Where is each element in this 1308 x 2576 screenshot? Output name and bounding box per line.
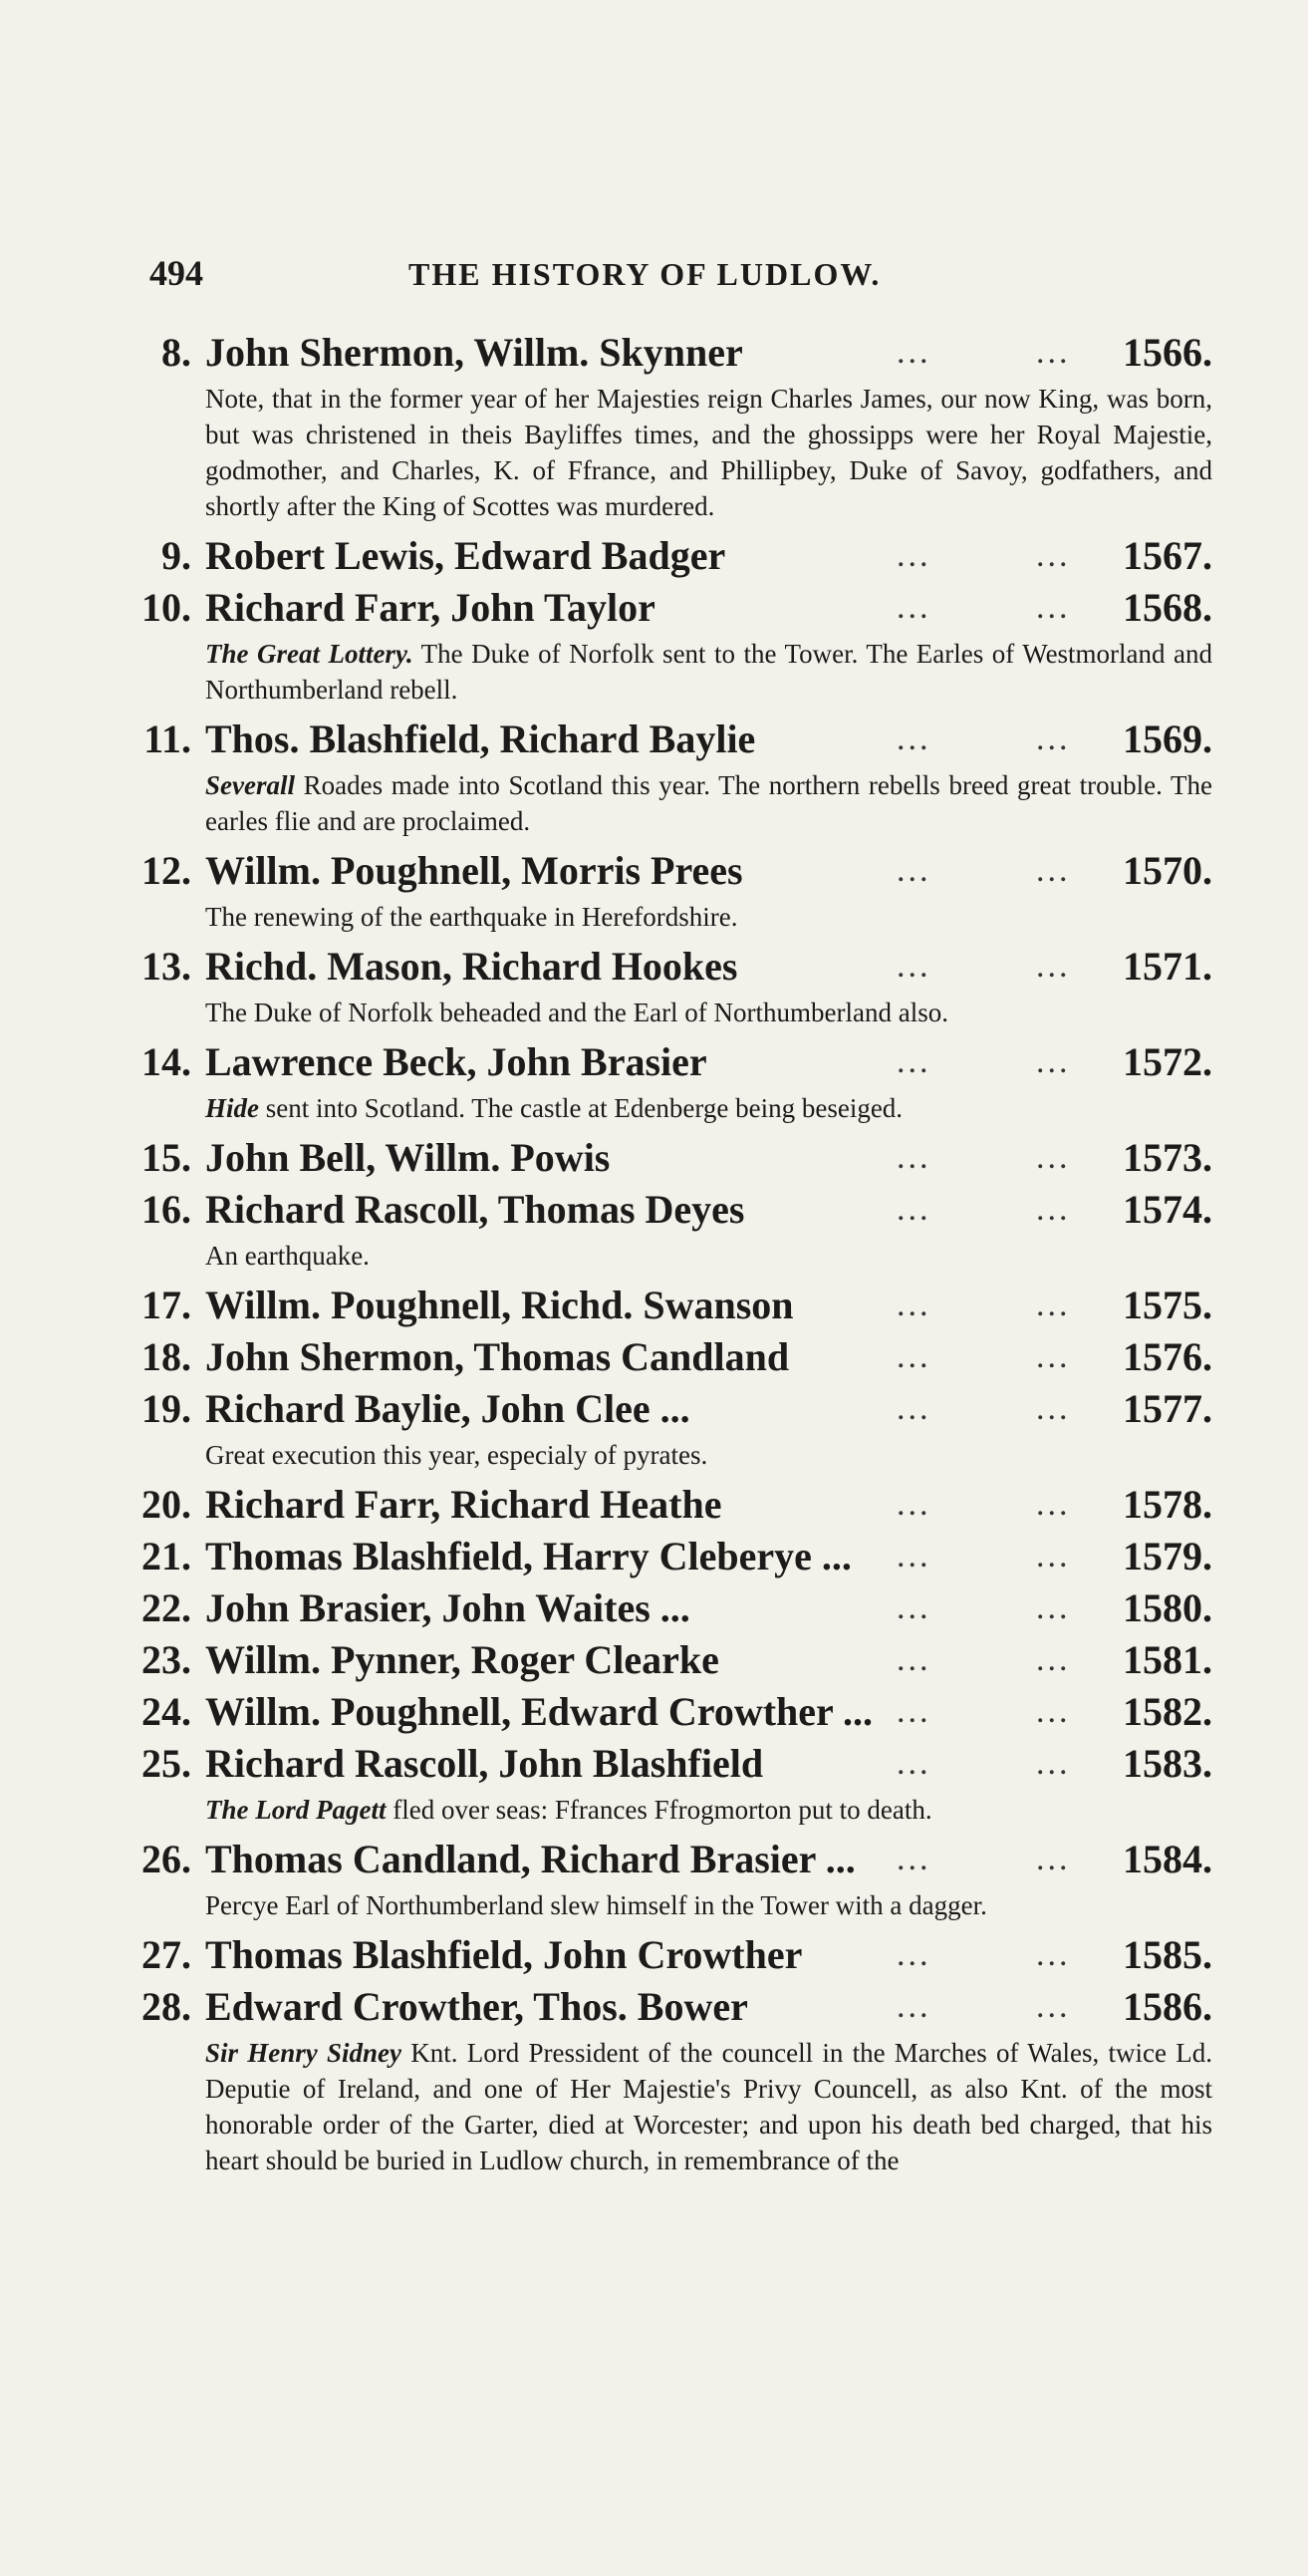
leader-dots: ... [1036,1936,1071,1973]
bailiff-names: Thos. Blashfield, Richard Baylie [205,716,756,761]
leader-dots: ... [1036,1589,1071,1626]
bailiff-names: John Brasier, John Waites ... [205,1585,690,1630]
bailiff-names: Richard Baylie, John Clee ... [205,1386,690,1431]
entry-line [0,714,1308,765]
entry-line [0,582,1308,634]
list-item [0,1184,1308,1274]
leader-dots: ... [897,1988,931,2025]
list-item [0,1981,1308,2178]
entry-year: 1586. [1123,1984,1212,2029]
page-header [0,252,1308,292]
list-item [0,941,1308,1030]
entry-number: 10. [141,585,191,630]
entry-year: 1571. [1123,944,1212,989]
list-item [0,1834,1308,1923]
leader-dots: ... [897,1841,931,1877]
bailiff-names: John Bell, Willm. Powis [205,1135,611,1180]
entry-line [0,1280,1308,1331]
note-emphasis: Severall [205,770,295,800]
bailiff-names: John Shermon, Willm. Skynner [205,330,743,375]
list-item [0,1531,1308,1582]
entry-year: 1582. [1123,1689,1212,1734]
note-text: The renewing of the earthquake in Herefordshire. [205,902,738,932]
leader-dots: ... [897,1390,931,1427]
leader-dots: ... [1036,1988,1071,2025]
entry-number: 12. [141,848,191,893]
entry-year: 1575. [1123,1283,1212,1327]
leader-dots: ... [1036,1390,1071,1427]
leader-dots: ... [1036,1841,1071,1877]
entry-note [0,381,1308,524]
leader-dots: ... [1036,1139,1071,1176]
entry-line [0,1184,1308,1236]
leader-dots: ... [897,1191,931,1228]
entry-note [0,636,1308,708]
bailiff-names: Thomas Blashfield, John Crowther [205,1932,803,1977]
list-item [0,1132,1308,1184]
list-item [0,1036,1308,1126]
entry-line [0,1634,1308,1686]
note-text: An earthquake. [205,1241,370,1271]
leader-dots: ... [897,720,931,757]
bailiff-names: Willm. Pynner, Roger Clearke [205,1637,719,1682]
entry-line [0,1479,1308,1531]
leader-dots: ... [1036,1745,1071,1782]
entry-line [0,1331,1308,1383]
leader-dots: ... [1036,537,1071,574]
list-item [0,1738,1308,1828]
bailiff-names: Willm. Poughnell, Richd. Swanson [205,1283,794,1327]
note-text: Knt. Lord Pressident of the councell in the Marches of Wales, twice Ld. Deputie of Ireland, and one of Her Majestie's Privy Councell, as also Knt. of the most honorable order of the Garter, died at Worcester; and upon his death bed charged, that his heart should be buried in Ludlow church, in remembrance of the [205,2038,1212,2175]
note-text: fled over seas: Ffrances Ffrogmorton put to death. [386,1795,932,1825]
entry-number: 19. [141,1386,191,1431]
note-emphasis: The Great Lottery. [205,639,413,669]
entry-line [0,1582,1308,1634]
leader-dots: ... [1036,334,1071,371]
entry-line [0,1383,1308,1435]
entry-number: 24. [141,1689,191,1734]
entry-year: 1574. [1123,1187,1212,1232]
leader-dots: ... [897,1641,931,1678]
entry-year: 1572. [1123,1039,1212,1084]
entry-year: 1580. [1123,1585,1212,1630]
entry-number: 22. [141,1585,191,1630]
leader-dots: ... [1036,852,1071,889]
entry-number: 16. [141,1187,191,1232]
bailiff-names: John Shermon, Thomas Candland [205,1334,790,1379]
entry-line [0,530,1308,582]
entry-number: 25. [141,1741,191,1786]
entry-year: 1568. [1123,585,1212,630]
leader-dots: ... [897,1139,931,1176]
entry-note [0,995,1308,1030]
entry-number: 14. [141,1039,191,1084]
entry-number: 13. [141,944,191,989]
list-item [0,1383,1308,1473]
entry-year: 1581. [1123,1637,1212,1682]
entry-line [0,327,1308,379]
entry-line [0,941,1308,993]
bailiff-names: Willm. Poughnell, Edward Crowther ... [205,1689,874,1734]
leader-dots: ... [897,1287,931,1323]
leader-dots: ... [897,1538,931,1574]
leader-dots: ... [1036,1693,1071,1730]
bailiff-names: Robert Lewis, Edward Badger [205,533,726,578]
bailiff-names: Richard Rascoll, Thomas Deyes [205,1187,745,1232]
entry-line [0,1834,1308,1885]
entry-year: 1577. [1123,1386,1212,1431]
entry-number: 20. [141,1482,191,1527]
entry-note [0,767,1308,839]
leader-dots: ... [1036,720,1071,757]
list-item [0,582,1308,708]
entry-year: 1585. [1123,1932,1212,1977]
entry-note [0,1792,1308,1828]
entry-number: 15. [141,1135,191,1180]
entry-number: 28. [141,1984,191,2029]
leader-dots: ... [897,852,931,889]
bailiff-names: Lawrence Beck, John Brasier [205,1039,707,1084]
entry-number: 9. [161,533,191,578]
leader-dots: ... [897,1338,931,1375]
leader-dots: ... [897,1589,931,1626]
leader-dots: ... [1036,1486,1071,1523]
entry-line [0,1132,1308,1184]
leader-dots: ... [897,589,931,626]
page-number: 494 [149,253,203,293]
list-item [0,845,1308,935]
entry-note [0,1437,1308,1473]
leader-dots: ... [1036,1641,1071,1678]
entry-line [0,1738,1308,1790]
entry-year: 1576. [1123,1334,1212,1379]
leader-dots: ... [1036,1287,1071,1323]
list-item [0,1634,1308,1686]
entry-number: 17. [141,1283,191,1327]
bailiffs-list [0,327,1308,2184]
entry-year: 1578. [1123,1482,1212,1527]
entry-number: 11. [143,716,191,761]
entry-line [0,1929,1308,1981]
list-item [0,714,1308,839]
entry-line [0,1036,1308,1088]
entry-number: 21. [141,1534,191,1578]
leader-dots: ... [897,1043,931,1080]
bailiff-names: Willm. Poughnell, Morris Prees [205,848,743,893]
leader-dots: ... [897,1745,931,1782]
entry-number: 26. [141,1837,191,1881]
leader-dots: ... [897,334,931,371]
entry-line [0,845,1308,897]
leader-dots: ... [1036,1191,1071,1228]
leader-dots: ... [897,1693,931,1730]
entry-note [0,2035,1308,2178]
entry-note [0,1090,1308,1126]
entry-line [0,1531,1308,1582]
list-item [0,1686,1308,1738]
entry-year: 1566. [1123,330,1212,375]
note-text: Note, that in the former year of her Majesties reign Charles James, our now King, was born, but was christened in theis Bayliffes times, and the ghossipps were her Royal Majestie, godmother, and Charles, K. of Ffrance, and Phillipbey, Duke of Savoy, godfathers, and shortly after the King of Scottes was murdered. [205,384,1212,521]
bailiff-names: Richard Farr, John Taylor [205,585,655,630]
note-text: Percye Earl of Northumberland slew himself in the Tower with a dagger. [205,1890,987,1920]
bailiff-names: Thomas Candland, Richard Brasier ... [205,1837,856,1881]
leader-dots: ... [897,948,931,985]
entry-number: 18. [141,1334,191,1379]
leader-dots: ... [897,537,931,574]
entry-note [0,899,1308,935]
entry-line [0,1686,1308,1738]
list-item [0,1331,1308,1383]
note-text: Roades made into Scotland this year. The northern rebells breed great trouble. The earles flie and are proclaimed. [205,770,1212,836]
entry-note [0,1887,1308,1923]
bailiff-names: Edward Crowther, Thos. Bower [205,1984,748,2029]
list-item [0,327,1308,524]
leader-dots: ... [1036,948,1071,985]
bailiff-names: Richard Farr, Richard Heathe [205,1482,722,1527]
bailiff-names: Richard Rascoll, John Blashfield [205,1741,764,1786]
entry-note [0,1238,1308,1274]
note-text: sent into Scotland. The castle at Edenberge being beseiged. [259,1093,904,1123]
entry-year: 1570. [1123,848,1212,893]
entry-year: 1584. [1123,1837,1212,1881]
entry-year: 1573. [1123,1135,1212,1180]
entry-year: 1579. [1123,1534,1212,1578]
note-emphasis: Hide [205,1093,259,1123]
bailiff-names: Thomas Blashfield, Harry Cleberye ... [205,1534,852,1578]
leader-dots: ... [897,1486,931,1523]
note-emphasis: Sir Henry Sidney [205,2038,401,2068]
entry-number: 23. [141,1637,191,1682]
list-item [0,1929,1308,1981]
list-item [0,1582,1308,1634]
note-text: The Duke of Norfolk beheaded and the Earl of Northumberland also. [205,998,948,1027]
bailiff-names: Richd. Mason, Richard Hookes [205,944,738,989]
entry-number: 27. [141,1932,191,1977]
entry-line [0,1981,1308,2033]
leader-dots: ... [1036,1338,1071,1375]
entry-year: 1583. [1123,1741,1212,1786]
note-text: Great execution this year, especialy of pyrates. [205,1440,708,1470]
leader-dots: ... [1036,1043,1071,1080]
note-emphasis: The Lord Pagett [205,1795,387,1825]
list-item [0,1280,1308,1331]
running-title: THE HISTORY OF LUDLOW. [408,256,882,292]
leader-dots: ... [1036,589,1071,626]
list-item [0,1479,1308,1531]
entry-year: 1567. [1123,533,1212,578]
leader-dots: ... [1036,1538,1071,1574]
leader-dots: ... [897,1936,931,1973]
list-item [0,530,1308,582]
entry-number: 8. [161,330,191,375]
entry-year: 1569. [1123,716,1212,761]
note-text: The Duke of Norfolk sent to the Tower. The Earles of Westmorland and Northumberland rebell. [205,639,1213,705]
